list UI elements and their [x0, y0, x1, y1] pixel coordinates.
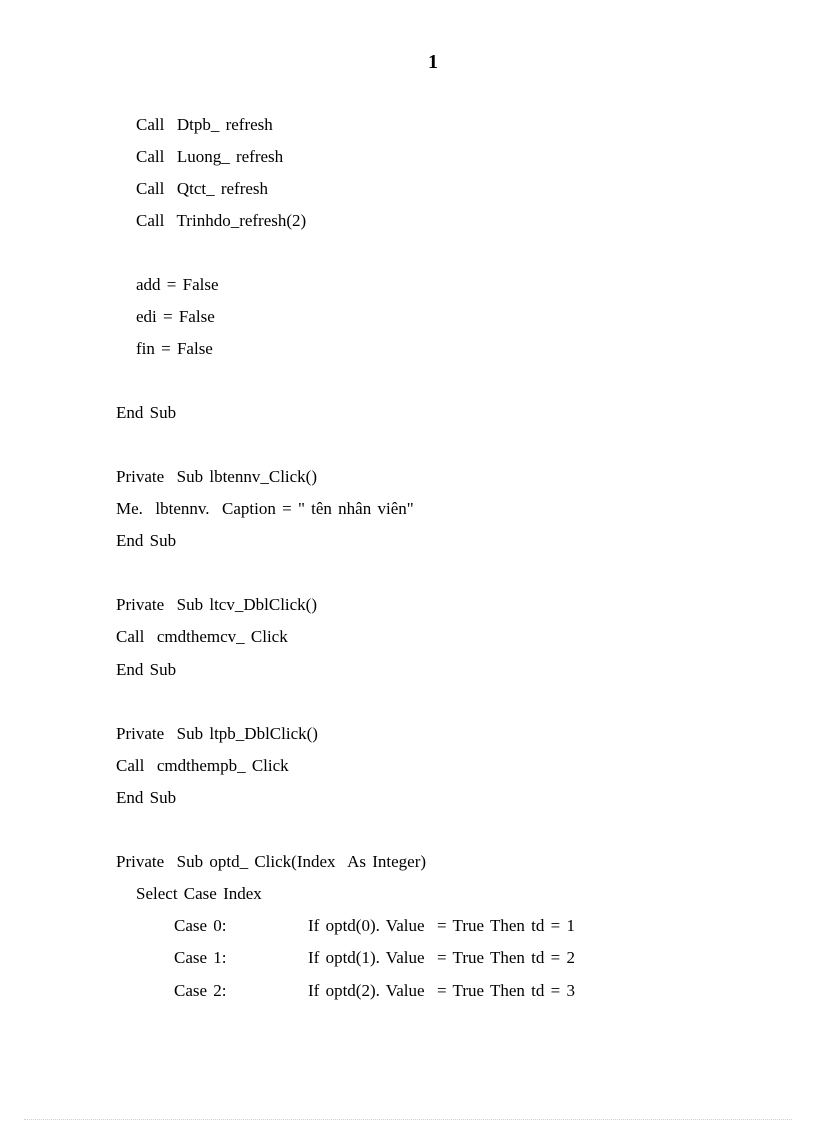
code-line: End Sub: [116, 531, 177, 550]
case-code: If optd(0). Value = True Then td = 1: [308, 916, 575, 935]
code-line: Private Sub ltpb_DblClick(): [116, 724, 318, 743]
case-label: Case 1:: [174, 948, 227, 967]
case-label: Case 0:: [174, 916, 227, 935]
code-line: Call Luong_ refresh: [136, 147, 284, 166]
code-line: Call Dtpb_ refresh: [136, 115, 273, 134]
code-line: Private Sub lbtennv_Click(): [116, 467, 318, 486]
code-line: add = False: [136, 275, 219, 294]
case-code: If optd(1). Value = True Then td = 2: [308, 948, 575, 967]
code-line: Private Sub optd_ Click(Index As Integer): [116, 852, 427, 871]
code-line: Call Qtct_ refresh: [136, 179, 269, 198]
code-line: Select Case Index: [136, 884, 262, 903]
page-number: 1: [428, 51, 438, 73]
code-line: Call cmdthemcv_ Click: [116, 627, 288, 646]
code-line: Private Sub ltcv_DblClick(): [116, 595, 318, 614]
code-line: Me. lbtennv. Caption = " tên nhân viên": [116, 499, 414, 518]
code-line: End Sub: [116, 403, 177, 422]
footer-divider: [24, 1119, 792, 1120]
code-line: Call Trinhdo_refresh(2): [136, 211, 307, 230]
code-line: fin = False: [136, 339, 213, 358]
case-code: If optd(2). Value = True Then td = 3: [308, 981, 575, 1000]
case-label: Case 2:: [174, 981, 227, 1000]
code-line: Call cmdthempb_ Click: [116, 756, 289, 775]
code-line: edi = False: [136, 307, 215, 326]
code-line: End Sub: [116, 788, 177, 807]
code-line: End Sub: [116, 660, 177, 679]
